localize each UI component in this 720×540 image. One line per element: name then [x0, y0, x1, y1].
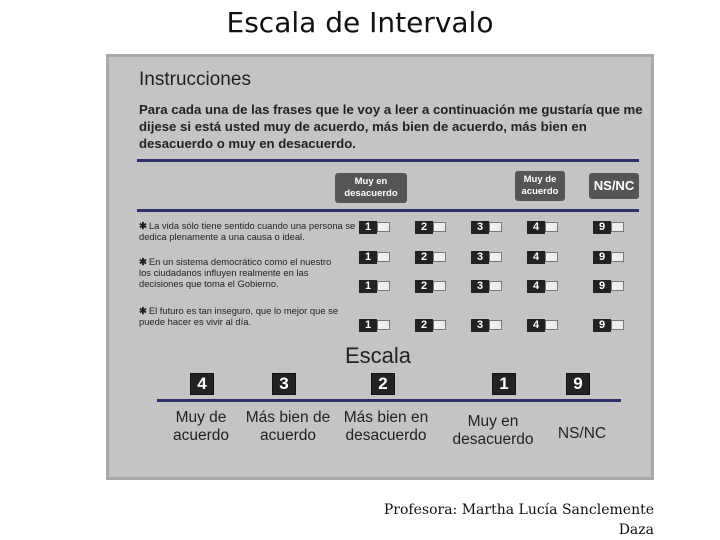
- response-option-number: 9: [593, 319, 611, 332]
- response-option-4[interactable]: [527, 221, 559, 234]
- response-option-2[interactable]: [415, 280, 447, 293]
- response-option-3[interactable]: [471, 221, 503, 234]
- scale-number-2: 2: [371, 373, 395, 395]
- response-checkbox[interactable]: [489, 320, 502, 330]
- response-option-number: 1: [359, 319, 377, 332]
- response-checkbox[interactable]: [611, 222, 624, 232]
- header-muy-desacuerdo: Muy en desacuerdo: [335, 173, 407, 203]
- scale-number-9: 9: [566, 373, 590, 395]
- response-option-number: 1: [359, 221, 377, 234]
- statement-1: [139, 220, 357, 242]
- statement-text: El futuro es tan inseguro, que lo mejor que se puede hacer es vivir al día.: [139, 305, 339, 327]
- response-option-number: 4: [527, 280, 545, 293]
- header-ns-nc: NS/NC: [589, 173, 639, 199]
- response-checkbox[interactable]: [489, 252, 502, 262]
- statement-text: En un sistema democrático como el nuestro los ciudadanos influyen realmente en las decisiones que toma el Gobierno.: [139, 256, 332, 289]
- response-option-number: 3: [471, 280, 489, 293]
- response-checkbox[interactable]: [433, 252, 446, 262]
- statement-bullet: ✱: [139, 220, 147, 231]
- statement-bullet: ✱: [139, 256, 147, 267]
- statement-bullet: ✱: [139, 305, 147, 316]
- statement-2: [139, 256, 344, 289]
- response-option-9[interactable]: [593, 251, 625, 264]
- response-option-number: 3: [471, 251, 489, 264]
- response-checkbox[interactable]: [489, 281, 502, 291]
- statement-3: [139, 305, 344, 327]
- response-checkbox[interactable]: [545, 281, 558, 291]
- response-checkbox[interactable]: [611, 281, 624, 291]
- response-checkbox[interactable]: [377, 320, 390, 330]
- instructions-title: Instrucciones: [139, 69, 251, 90]
- scale-label-9: NS/NC: [557, 425, 607, 442]
- scale-label-2: Más bien en desacuerdo: [343, 409, 429, 444]
- response-option-number: 2: [415, 221, 433, 234]
- divider-top: [137, 159, 639, 162]
- response-option-4[interactable]: [527, 319, 559, 332]
- slide-title: Escala de Intervalo: [226, 6, 494, 39]
- response-option-3[interactable]: [471, 280, 503, 293]
- response-option-9[interactable]: [593, 221, 625, 234]
- response-option-number: 4: [527, 221, 545, 234]
- scale-label-1: Muy en desacuerdo: [452, 413, 534, 448]
- statement-text: La vida sólo tiene sentido cuando una persona se dedica plenamente a una causa o ideal.: [139, 220, 356, 242]
- response-option-9[interactable]: [593, 319, 625, 332]
- response-option-number: 2: [415, 251, 433, 264]
- response-checkbox[interactable]: [433, 281, 446, 291]
- response-option-number: 3: [471, 319, 489, 332]
- response-option-2[interactable]: [415, 251, 447, 264]
- response-option-number: 3: [471, 221, 489, 234]
- credit-line-1: Profesora: Martha Lucía Sanclemente: [383, 502, 654, 518]
- response-option-number: 2: [415, 280, 433, 293]
- response-option-2[interactable]: [415, 319, 447, 332]
- scale-title: Escala: [345, 343, 412, 368]
- scale-number-1: 1: [492, 373, 516, 395]
- response-option-number: 1: [359, 280, 377, 293]
- response-option-2[interactable]: [415, 221, 447, 234]
- response-checkbox[interactable]: [433, 222, 446, 232]
- header-muy-acuerdo: Muy de acuerdo: [515, 171, 565, 201]
- response-option-3[interactable]: [471, 251, 503, 264]
- scale-number-3: 3: [272, 373, 296, 395]
- response-option-1[interactable]: [359, 319, 391, 332]
- divider-scale: [157, 399, 621, 402]
- response-checkbox[interactable]: [377, 252, 390, 262]
- response-option-1[interactable]: [359, 251, 391, 264]
- interval-scale-figure: [106, 54, 654, 480]
- response-option-3[interactable]: [471, 319, 503, 332]
- response-option-9[interactable]: [593, 280, 625, 293]
- response-option-number: 2: [415, 319, 433, 332]
- response-checkbox[interactable]: [489, 222, 502, 232]
- response-checkbox[interactable]: [433, 320, 446, 330]
- response-option-number: 9: [593, 280, 611, 293]
- response-checkbox[interactable]: [377, 222, 390, 232]
- response-option-number: 1: [359, 251, 377, 264]
- response-option-4[interactable]: [527, 251, 559, 264]
- response-option-number: 9: [593, 221, 611, 234]
- response-checkbox[interactable]: [611, 252, 624, 262]
- response-option-number: 4: [527, 251, 545, 264]
- response-option-1[interactable]: [359, 280, 391, 293]
- credit-line-2: Daza: [618, 522, 654, 538]
- scale-label-3: Más bien de acuerdo: [245, 409, 331, 444]
- scale-label-4: Muy de acuerdo: [172, 409, 229, 444]
- scale-number-4: 4: [190, 373, 214, 395]
- response-checkbox[interactable]: [545, 252, 558, 262]
- response-checkbox[interactable]: [545, 222, 558, 232]
- response-checkbox[interactable]: [611, 320, 624, 330]
- response-option-number: 4: [527, 319, 545, 332]
- author-credit: [384, 500, 654, 540]
- response-checkbox[interactable]: [377, 281, 390, 291]
- response-checkbox[interactable]: [545, 320, 558, 330]
- divider-statements: [137, 209, 639, 212]
- instructions-text: Para cada una de las frases que le voy a leer a continuación me gustaría que me dijese si está usted muy de acuerdo, más bien de acuerdo, más bien en desacuerdo o muy en desacuerdo.: [139, 102, 643, 151]
- response-option-1[interactable]: [359, 221, 391, 234]
- response-option-4[interactable]: [527, 280, 559, 293]
- response-option-number: 9: [593, 251, 611, 264]
